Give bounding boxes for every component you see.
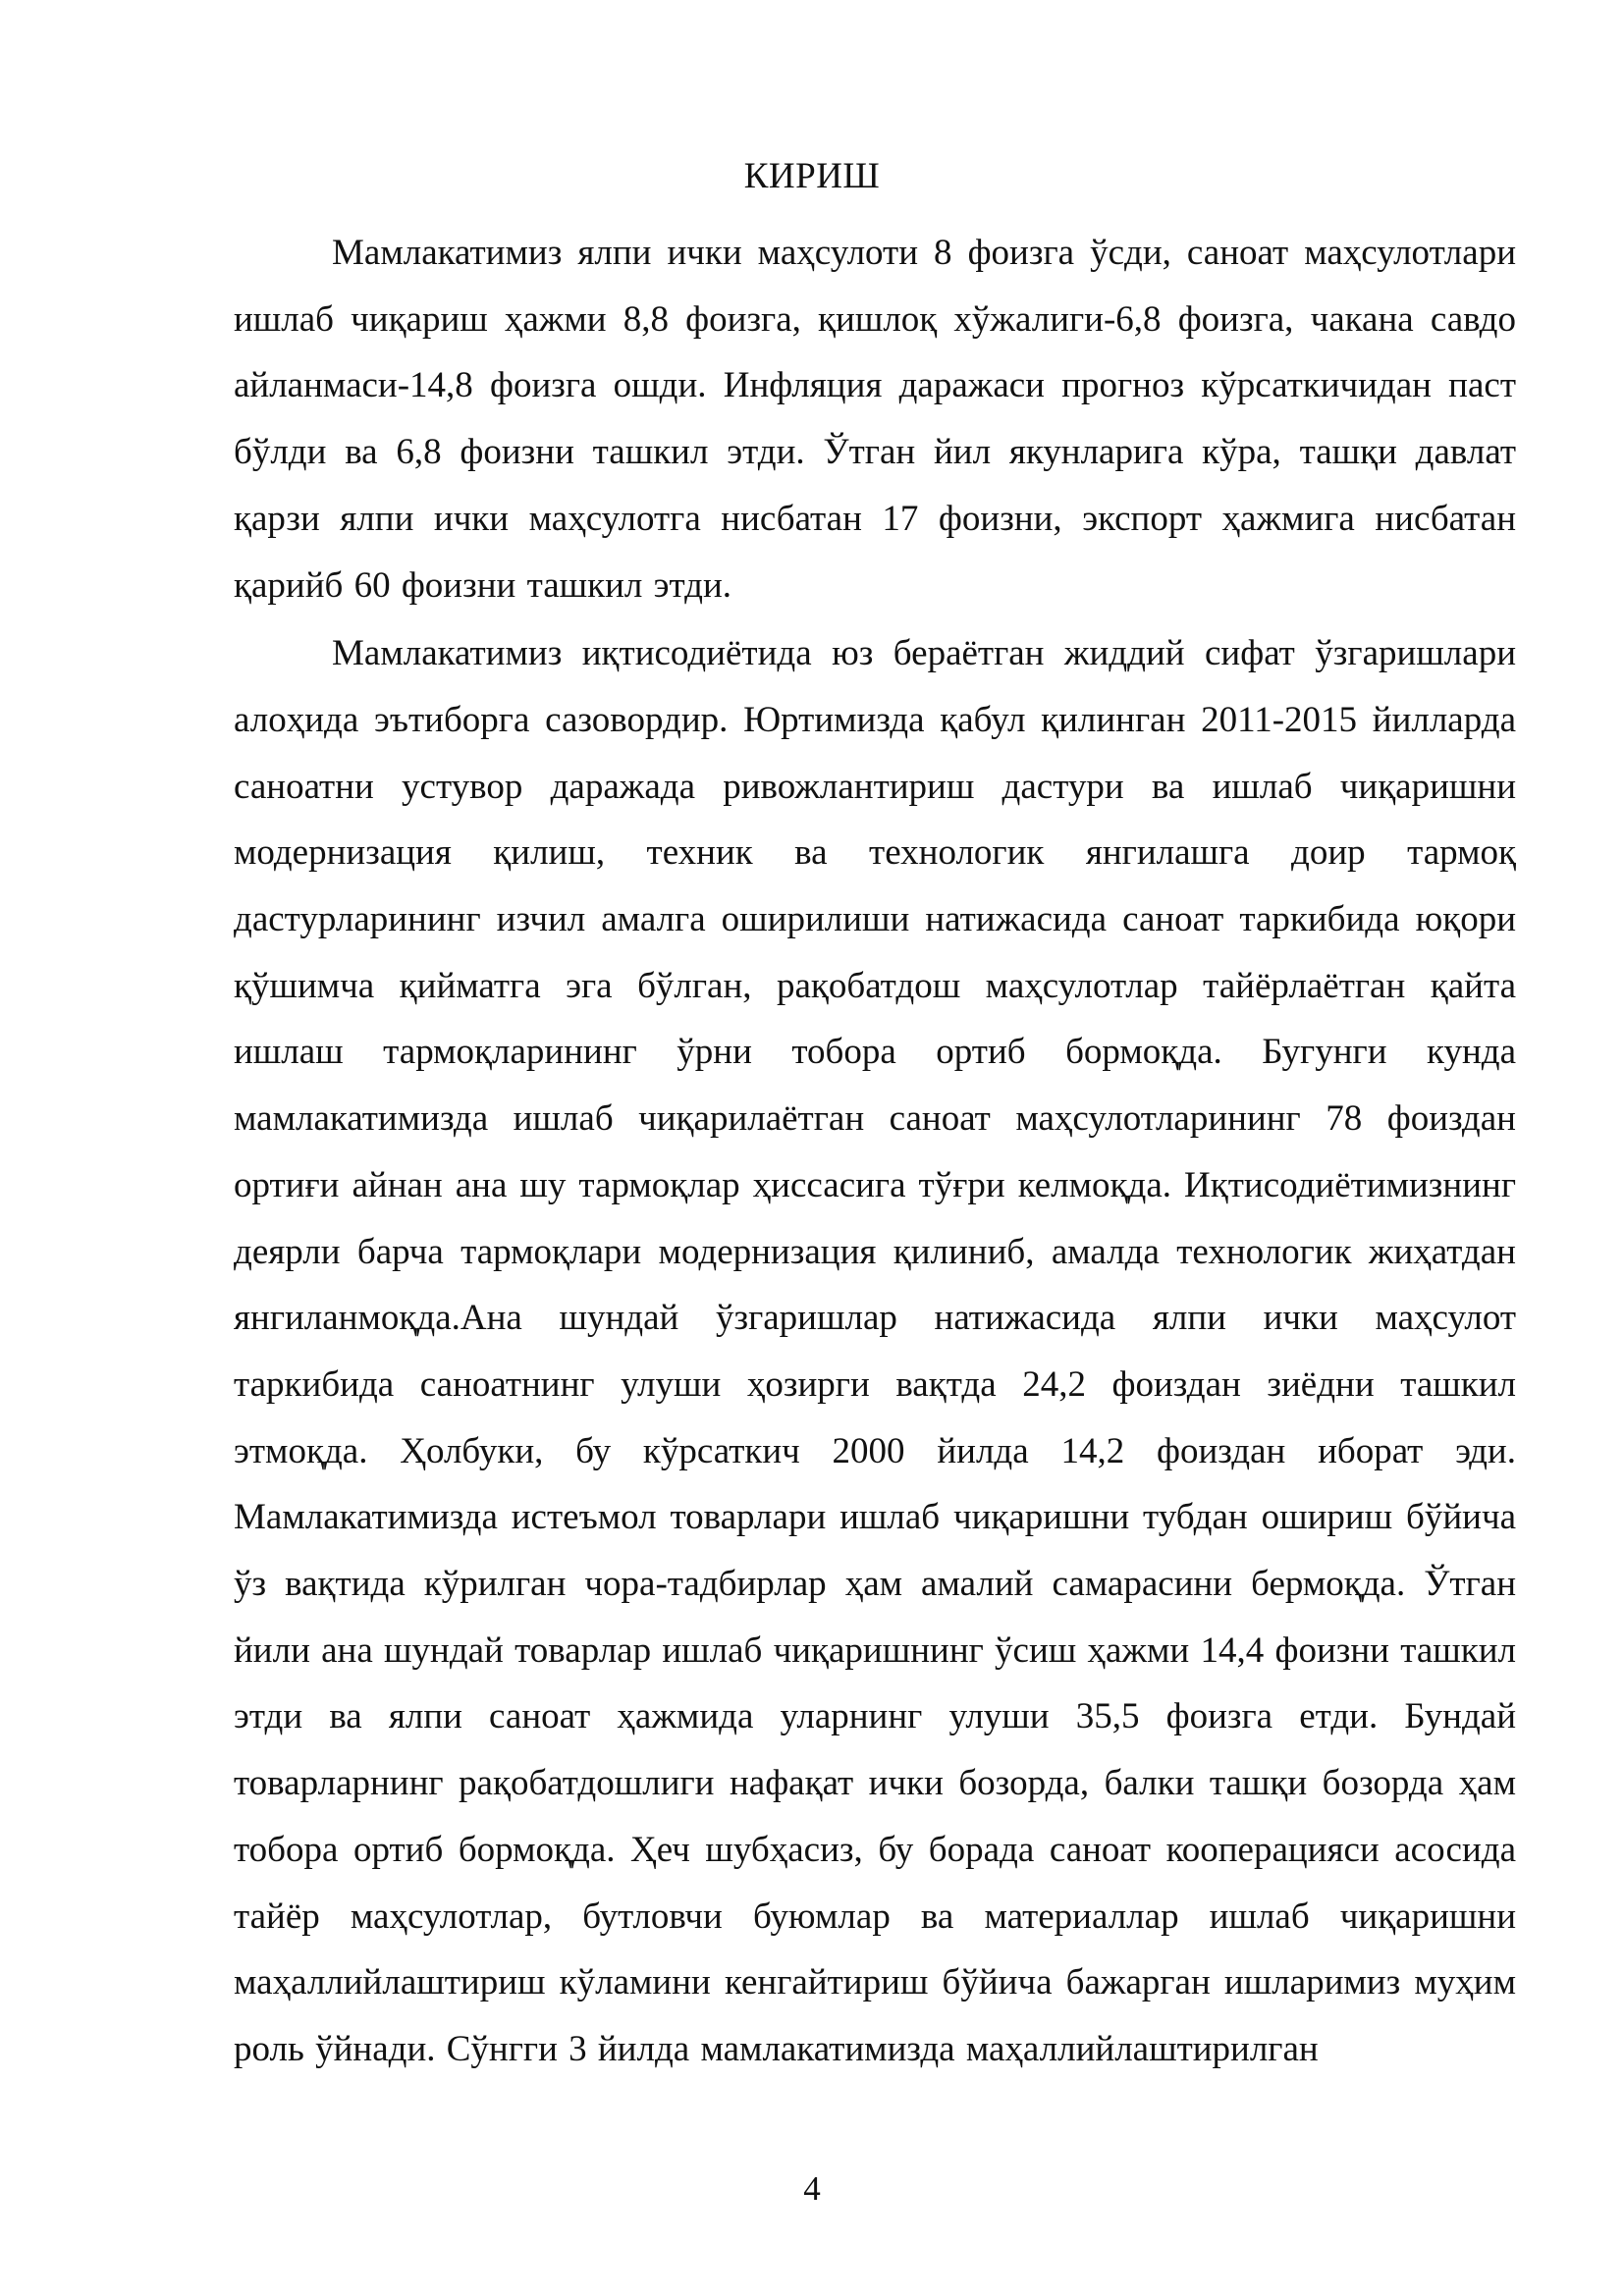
paragraph-2: Мамлакатимиз иқтисодиётида юз бераётган жиддий сифат ўзгаришлари алоҳида эътиборга сазовордир. Юртимизда қабул қилинган 2011-2015 йилларда саноатни устувор даражада ривожлантириш дастури ва ишлаб чиқаришни модернизация қилиш, техник ва технологик янгилашга доир тармоқ дастурларининг изчил амалга оширилиши натижасида саноат таркибида юқори қўшимча қийматга эга бўлган, рақобатдош маҳсулотлар тайёрлаётган қайта ишлаш тармоқларининг ўрни тобора ортиб бормоқда. Бугунги кунда мамлакатимизда ишлаб чиқарилаётган саноат маҳсулотларининг 78 фоиздан ортиғи айнан ана шу тармоқлар ҳиссасига тўғри келмоқда. Иқтисодиётимизнинг деярли барча тармоқлари модернизация қилиниб, амалда технологик жиҳатдан янгиланмоқда.Ана шундай ўзгаришлар натижасида ялпи ички маҳсулот таркибида саноатнинг улуши ҳозирги вақтда 24,2 фоиздан зиёдни ташкил этмоқда. Ҳолбуки, бу кўрсаткич 2000 йилда 14,2 фоиздан иборат эди. Мамлакатимизда истеъмол товарлари ишлаб чиқаришни тубдан ошириш бўйича ўз вақтида кўрилган чора-тадбирлар ҳам амалий самарасини бермоқда. Ўтган йили ана шундай товарлар ишлаб чиқаришнинг ўсиш ҳажми 14,4 фоизни ташкил этди ва ялпи саноат ҳажмида уларнинг улуши 35,5 фоизга етди. Бундай товарларнинг рақобатдошлиги нафақат ички бозорда, балки ташқи бозорда ҳам тобора ортиб бормоқда. Ҳеч шубҳасиз, бу борада саноат кооперацияси асосида тайёр маҳсулотлар, бутловчи буюмлар ва материаллар ишлаб чиқаришни маҳаллийлаштириш кўламини кенгайтириш бўйича бажарган ишларимиз муҳим роль ўйнади. Сўнгги 3 йилда мамлакатимизда маҳаллийлаштирилган: [234, 633, 1516, 2069]
page-number: 4: [803, 2169, 821, 2208]
paragraph-1: Мамлакатимиз ялпи ички маҳсулоти 8 фоизга ўсди, саноат маҳсулотлари ишлаб чиқариш ҳажми 8,8 фоизга, қишлоқ хўжалиги-6,8 фоизга, чакана савдо айланмаси-14,8 фоизга ошди. Инфляция даражаси прогноз кўрсаткичидан паст бўлди ва 6,8 фоизни ташкил этди. Ўтган йил якунларига кўра, ташқи давлат қарзи ялпи ички маҳсулотга нисбатан 17 фоизни, экспорт ҳажмига нисбатан қарийб 60 фоизни ташкил этди.: [234, 233, 1516, 606]
body-text: [234, 220, 1516, 2085]
page-title: КИРИШ: [743, 156, 881, 196]
